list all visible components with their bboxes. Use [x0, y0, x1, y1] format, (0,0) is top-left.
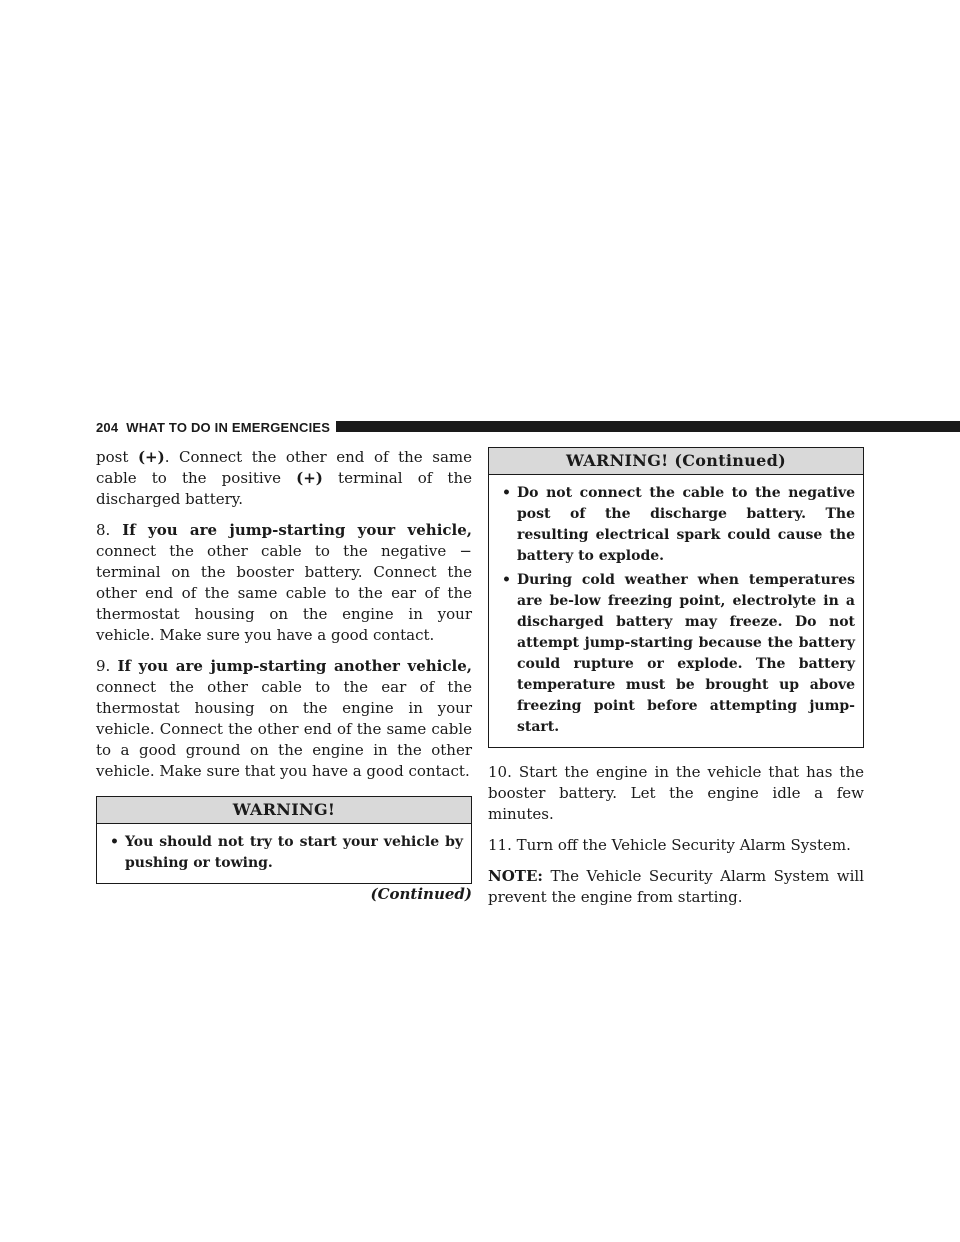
note-label: NOTE:	[488, 867, 543, 885]
page-number: 204	[96, 419, 119, 435]
step-8: 8. If you are jump-starting your vehicle, connect the other cable to the negative − terminal on the booster battery. Connect the other end of the same cable to the ear of the thermostat housing on the engine in your vehicle. Make sure you have a good contact.	[96, 521, 472, 644]
warning-list	[97, 824, 471, 883]
warning-continued-box	[488, 447, 864, 748]
section-title: WHAT TO DO IN EMERGENCIES	[126, 419, 331, 435]
warning-continued-list	[489, 475, 863, 747]
warning-item: • During cold weather when temperatures are be-low freezing point, electrolyte in a discharged battery may freeze. Do not attempt jump-starting because the battery could rupture or explode. The battery temperature must be brought up above freezing point before attempting jump-start.	[502, 572, 855, 735]
warning-item: • Do not connect the cable to the negative post of the discharge battery. The resulting electrical spark could cause the battery to explode.	[502, 485, 855, 564]
header-rule	[336, 421, 960, 432]
left-column	[96, 447, 472, 904]
warning-box	[96, 796, 472, 884]
warning-continued-title: WARNING! (Continued)	[489, 448, 863, 475]
right-column	[488, 447, 864, 918]
paragraph-connect-positive: post (+). Connect the other end of the same cable to the positive (+) terminal of the discharged battery.	[96, 448, 472, 508]
page-header	[96, 417, 330, 437]
note: NOTE: The Vehicle Security Alarm System will prevent the engine from starting.	[488, 867, 864, 906]
bullet-icon: •	[110, 834, 119, 850]
warning-title: WARNING!	[97, 797, 471, 824]
step-9: 9. If you are jump-starting another vehicle, connect the other cable to the ear of the thermostat housing on the engine in your vehicle. Connect the other end of the same cable to a good ground on the engine in the other vehicle. Make sure that you have a good contact.	[96, 657, 472, 780]
warning-item: • You should not try to start your vehicle by pushing or towing.	[110, 834, 463, 871]
step-10: 10. Start the engine in the vehicle that has the booster battery. Let the engine idle a few minutes.	[488, 763, 864, 823]
bullet-icon: •	[502, 572, 511, 588]
bullet-icon: •	[502, 485, 511, 501]
step-11: 11. Turn off the Vehicle Security Alarm System.	[488, 836, 851, 854]
continued-label: (Continued)	[370, 885, 472, 903]
